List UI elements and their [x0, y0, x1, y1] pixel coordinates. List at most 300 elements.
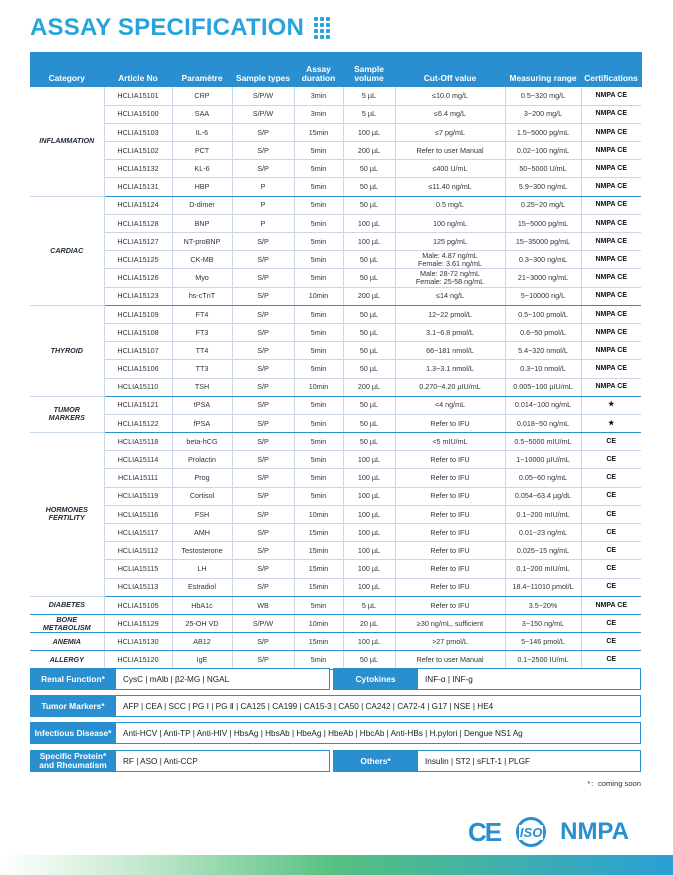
assay-spec-table [30, 52, 642, 670]
certification-cell: CE [581, 560, 641, 578]
table-cell: NT-proBNP [172, 233, 232, 251]
table-cell: 3~150 ng/mL [505, 614, 581, 632]
table-row [30, 342, 641, 360]
table-cell: 200 µL [343, 378, 395, 396]
table-cell: TT3 [172, 360, 232, 378]
table-cell: ≤6.4 mg/L [395, 105, 505, 123]
table-cell: 0.5 mg/L [395, 196, 505, 214]
table-row [30, 433, 641, 451]
table-row [30, 196, 641, 214]
certification-cell: CE [581, 578, 641, 596]
table-cell: ≥30 ng/mL, sufficient [395, 614, 505, 632]
table-cell: S/P [232, 578, 294, 596]
table-cell: HBP [172, 178, 232, 196]
column-header: Assay duration [294, 52, 343, 87]
table-cell: 15min [294, 560, 343, 578]
table-cell: HCLIA15102 [104, 142, 172, 160]
panel-value: AFP | CEA | SCC | PG Ⅰ | PG Ⅱ | CA125 | CA199 | CA15-3 | CA50 | CA242 | CA72-4 | G17 | NSE | HE4 [116, 695, 641, 717]
table-cell: Male: 28-72 ng/mL Female: 25-58 ng/mL [395, 269, 505, 287]
table-row [30, 633, 641, 651]
table-cell: CRP [172, 87, 232, 105]
table-cell: Prog [172, 469, 232, 487]
table-cell: Estradiol [172, 578, 232, 596]
table-cell: ≤10.0 mg/L [395, 87, 505, 105]
table-cell: HCLIA15121 [104, 396, 172, 414]
certification-cell: NMPA CE [581, 178, 641, 196]
table-cell: FT4 [172, 305, 232, 323]
table-cell: Refer to IFU [395, 487, 505, 505]
table-cell: S/P [232, 469, 294, 487]
table-row [30, 378, 641, 396]
table-cell: 3min [294, 87, 343, 105]
table-cell: HCLIA15114 [104, 451, 172, 469]
table-cell: Male: 4.87 ng/mL Female: 3.61 ng/mL [395, 251, 505, 269]
table-cell: Refer to IFU [395, 524, 505, 542]
table-cell: 0.1~200 mIU/mL [505, 505, 581, 523]
table-cell: S/P [232, 160, 294, 178]
iso-logo [512, 817, 550, 847]
table-cell: 1.3~3.1 nmol/L [395, 360, 505, 378]
certification-cell: NMPA CE [581, 196, 641, 214]
table-cell: 5min [294, 305, 343, 323]
panel-renal-function [30, 668, 330, 690]
table-cell: 10min [294, 614, 343, 632]
table-cell: FT3 [172, 323, 232, 341]
table-cell: 15min [294, 542, 343, 560]
table-cell: 0.005~100 µIU/mL [505, 378, 581, 396]
table-cell: S/P/W [232, 614, 294, 632]
table-cell: 3~200 mg/L [505, 105, 581, 123]
table-cell: Refer to IFU [395, 596, 505, 614]
table-cell: 5min [294, 414, 343, 432]
table-cell: 10min [294, 505, 343, 523]
table-cell: 50 µL [343, 196, 395, 214]
table-cell: HCLIA15116 [104, 505, 172, 523]
table-cell: S/P [232, 305, 294, 323]
table-cell: 5min [294, 323, 343, 341]
table-cell: 100 µL [343, 633, 395, 651]
table-cell: S/P [232, 524, 294, 542]
certification-cell: NMPA CE [581, 233, 641, 251]
table-row [30, 578, 641, 596]
table-header [30, 52, 641, 87]
table-cell: S/P [232, 142, 294, 160]
table-cell: 100 µL [343, 233, 395, 251]
table-cell: 3min [294, 105, 343, 123]
table-cell: 66~181 nmol/L [395, 342, 505, 360]
table-cell: 100 ng/mL [395, 214, 505, 232]
panel-value: Anti-HCV | Anti-TP | Anti-HIV | HbsAg | HbsAb | HbeAg | HbeAb | HbcAb | Anti-HBs | H.pylori | Dengue NS1 Ag [116, 722, 641, 744]
certification-cell: CE [581, 505, 641, 523]
table-cell: HbA1c [172, 596, 232, 614]
table-cell: 125 pg/mL [395, 233, 505, 251]
table-cell: 5min [294, 651, 343, 669]
table-cell: IgE [172, 651, 232, 669]
certification-cell: CE [581, 633, 641, 651]
table-cell: 100 µL [343, 214, 395, 232]
table-cell: ≤7 pg/mL [395, 123, 505, 141]
table-cell: HCLIA15125 [104, 251, 172, 269]
table-row [30, 614, 641, 632]
table-row [30, 251, 641, 269]
table-cell: S/P [232, 287, 294, 305]
table-cell: TT4 [172, 342, 232, 360]
table-cell: 5min [294, 251, 343, 269]
table-cell: ≤400 U/mL [395, 160, 505, 178]
table-cell: 0.1~200 mIU/mL [505, 560, 581, 578]
table-cell: HCLIA15106 [104, 360, 172, 378]
panel-label: Tumor Markers* [30, 695, 116, 717]
panel-tumor-markers [30, 695, 641, 717]
table-cell: 5min [294, 178, 343, 196]
table-cell: HCLIA15101 [104, 87, 172, 105]
certification-cell: NMPA CE [581, 214, 641, 232]
table-row [30, 269, 641, 287]
table-cell: 0.6~50 pmol/L [505, 323, 581, 341]
table-cell: HCLIA15128 [104, 214, 172, 232]
certification-cell: NMPA CE [581, 123, 641, 141]
table-cell: 5min [294, 469, 343, 487]
certification-cell: CE [581, 524, 641, 542]
certification-cell: NMPA CE [581, 87, 641, 105]
certification-cell: NMPA CE [581, 305, 641, 323]
table-cell: HCLIA15132 [104, 160, 172, 178]
category-cell: TUMOR MARKERS [30, 396, 104, 432]
table-cell: 5min [294, 487, 343, 505]
table-cell: S/P [232, 433, 294, 451]
table-row [30, 287, 641, 305]
table-cell: 50 µL [343, 342, 395, 360]
table-cell: HCLIA15109 [104, 305, 172, 323]
table-cell: 15min [294, 633, 343, 651]
table-cell: S/P [232, 251, 294, 269]
table-cell: 50 µL [343, 178, 395, 196]
table-cell: 0.014~100 ng/mL [505, 396, 581, 414]
table-cell: HCLIA15124 [104, 196, 172, 214]
table-row [30, 469, 641, 487]
table-row [30, 87, 641, 105]
table-cell: 5 µL [343, 87, 395, 105]
table-cell: 50 µL [343, 251, 395, 269]
table-cell: AB12 [172, 633, 232, 651]
ce-logo: CE [467, 816, 501, 847]
table-row [30, 524, 641, 542]
table-cell: Testosterone [172, 542, 232, 560]
table-cell: ≤11.40 ng/mL [395, 178, 505, 196]
table-row [30, 542, 641, 560]
table-cell: HCLIA15123 [104, 287, 172, 305]
table-cell: FSH [172, 505, 232, 523]
table-row [30, 160, 641, 178]
table-cell: 10min [294, 378, 343, 396]
table-cell: 0.270~4.20 µIU/mL [395, 378, 505, 396]
table-cell: 5.4~320 nmol/L [505, 342, 581, 360]
certification-cell: CE [581, 469, 641, 487]
table-cell: S/P [232, 633, 294, 651]
table-cell: 5min [294, 596, 343, 614]
table-cell: 5min [294, 142, 343, 160]
category-cell: CARDIAC [30, 196, 104, 305]
column-header: Paramètre [172, 52, 232, 87]
panel-infectious-disease [30, 722, 641, 744]
table-cell: Refer to IFU [395, 560, 505, 578]
table-cell: S/P [232, 542, 294, 560]
certification-cell: NMPA CE [581, 323, 641, 341]
table-cell: 25-OH VD [172, 614, 232, 632]
table-cell: S/P [232, 123, 294, 141]
column-header: Sample types [232, 52, 294, 87]
table-cell: S/P/W [232, 87, 294, 105]
category-cell: THYROID [30, 305, 104, 396]
table-cell: HCLIA15120 [104, 651, 172, 669]
table-cell: HCLIA15113 [104, 578, 172, 596]
table-cell: 5min [294, 196, 343, 214]
table-cell: 50 µL [343, 323, 395, 341]
table-cell: 15~5000 pg/mL [505, 214, 581, 232]
table-cell: 0.02~100 ng/mL [505, 142, 581, 160]
certification-cell: NMPA CE [581, 142, 641, 160]
table-cell: 0.018~50 ng/mL [505, 414, 581, 432]
table-cell: CK-MB [172, 251, 232, 269]
table-cell: >27 pmol/L [395, 633, 505, 651]
table-cell: HCLIA15105 [104, 596, 172, 614]
table-cell: HCLIA15131 [104, 178, 172, 196]
table-cell: HCLIA15107 [104, 342, 172, 360]
table-cell: HCLIA15117 [104, 524, 172, 542]
table-cell: AMH [172, 524, 232, 542]
category-cell: ANEMIA [30, 633, 104, 651]
certification-cell: CE [581, 542, 641, 560]
table-cell: IL-6 [172, 123, 232, 141]
certification-cell: NMPA CE [581, 342, 641, 360]
panel-label: Specific Protein* and Rheumatism [30, 750, 116, 772]
table-cell: fPSA [172, 414, 232, 432]
table-row [30, 451, 641, 469]
table-cell: Myo [172, 269, 232, 287]
certification-cell: CE [581, 451, 641, 469]
table-cell: P [232, 214, 294, 232]
table-cell: HCLIA15119 [104, 487, 172, 505]
table-cell: 0.5~320 mg/L [505, 87, 581, 105]
panel-label: Others* [333, 750, 418, 772]
page-title: ASSAY SPECIFICATION [30, 14, 305, 41]
table-cell: 5min [294, 433, 343, 451]
table-cell: 5min [294, 360, 343, 378]
table-cell: S/P [232, 323, 294, 341]
table-cell: S/P [232, 360, 294, 378]
certification-cell: NMPA CE [581, 378, 641, 396]
table-cell: S/P [232, 505, 294, 523]
table-cell: hs-cTnT [172, 287, 232, 305]
table-cell: 5min [294, 451, 343, 469]
table-cell: Refer to IFU [395, 451, 505, 469]
panel-cytokines [333, 668, 641, 690]
table-row [30, 505, 641, 523]
table-cell: 15min [294, 524, 343, 542]
panel-value: RF | ASO | Anti-CCP [116, 750, 330, 772]
table-cell: 3.5~20% [505, 596, 581, 614]
table-cell: HCLIA15127 [104, 233, 172, 251]
table-cell: 5min [294, 233, 343, 251]
table-cell: 5min [294, 342, 343, 360]
table-cell: 5.9~300 ng/mL [505, 178, 581, 196]
table-cell: 100 µL [343, 578, 395, 596]
table-cell: 5~146 pmol/L [505, 633, 581, 651]
table-cell: 12~22 pmol/L [395, 305, 505, 323]
certification-cell: NMPA CE [581, 596, 641, 614]
table-cell: 5 µL [343, 105, 395, 123]
table-cell: 1.5~5000 pg/mL [505, 123, 581, 141]
table-cell: 100 µL [343, 123, 395, 141]
table-cell: LH [172, 560, 232, 578]
dots-grid-icon [314, 17, 332, 39]
certification-cell: NMPA CE [581, 160, 641, 178]
table-row [30, 596, 641, 614]
table-cell: 20 µL [343, 614, 395, 632]
table-cell: 5min [294, 396, 343, 414]
table-cell: P [232, 196, 294, 214]
certification-cell: NMPA CE [581, 269, 641, 287]
category-cell: HORMONES FERTILITY [30, 433, 104, 597]
table-cell: 15min [294, 123, 343, 141]
table-cell: 5min [294, 160, 343, 178]
table-cell: Refer to user Manual [395, 651, 505, 669]
table-row [30, 651, 641, 669]
table-cell: 0.5~100 pmol/L [505, 305, 581, 323]
table-cell: HCLIA15108 [104, 323, 172, 341]
certification-cell: ★ [581, 396, 641, 414]
table-cell: 50 µL [343, 433, 395, 451]
nmpa-logo: NMPA [560, 818, 629, 845]
table-cell: TSH [172, 378, 232, 396]
table-cell: 18.4~11010 pmol/L [505, 578, 581, 596]
table-cell: BNP [172, 214, 232, 232]
table-cell: SAA [172, 105, 232, 123]
table-body [30, 87, 641, 669]
table-cell: 5min [294, 269, 343, 287]
table-cell: HCLIA15111 [104, 469, 172, 487]
table-row [30, 487, 641, 505]
table-row [30, 323, 641, 341]
table-cell: 100 µL [343, 542, 395, 560]
table-cell: P [232, 178, 294, 196]
category-cell: ALLERGY [30, 651, 104, 669]
table-cell: 0.05~60 ng/mL [505, 469, 581, 487]
table-cell: 50 µL [343, 305, 395, 323]
table-row [30, 233, 641, 251]
table-cell: 200 µL [343, 287, 395, 305]
panel-others [333, 750, 641, 772]
panel-value: Insulin | ST2 | sFLT-1 | PLGF [418, 750, 641, 772]
table-row [30, 178, 641, 196]
table-cell: 5 µL [343, 596, 395, 614]
panel-specific-protein [30, 750, 330, 772]
table-cell: 5~10000 ng/L [505, 287, 581, 305]
table-cell: tPSA [172, 396, 232, 414]
column-header: Category [30, 52, 104, 87]
table-cell: ≤14 ng/L [395, 287, 505, 305]
table-cell: <4 ng/mL [395, 396, 505, 414]
table-cell: S/P/W [232, 105, 294, 123]
table-row [30, 560, 641, 578]
table-cell: S/P [232, 269, 294, 287]
table-cell: 100 µL [343, 451, 395, 469]
column-header: Cut-Off value [395, 52, 505, 87]
table-cell: D-dimer [172, 196, 232, 214]
table-cell: S/P [232, 451, 294, 469]
table-row [30, 305, 641, 323]
table-cell: 21~3000 ng/mL [505, 269, 581, 287]
table-cell: 15~35000 pg/mL [505, 233, 581, 251]
table-cell: HCLIA15100 [104, 105, 172, 123]
table-cell: 50 µL [343, 651, 395, 669]
table-cell: S/P [232, 414, 294, 432]
table-row [30, 105, 641, 123]
table-cell: HCLIA15103 [104, 123, 172, 141]
panel-value: INF-α | INF-g [418, 668, 641, 690]
table-cell: 100 µL [343, 560, 395, 578]
table-cell: 10min [294, 287, 343, 305]
table-cell: 0.01~23 ng/mL [505, 524, 581, 542]
table-cell: <5 mIU/mL [395, 433, 505, 451]
table-cell: 5min [294, 214, 343, 232]
table-cell: 100 µL [343, 505, 395, 523]
certification-cell: CE [581, 614, 641, 632]
table-cell: HCLIA15130 [104, 633, 172, 651]
table-cell: HCLIA15129 [104, 614, 172, 632]
table-cell: 100 µL [343, 524, 395, 542]
table-cell: Refer to IFU [395, 414, 505, 432]
table-cell: S/P [232, 651, 294, 669]
table-cell: 50 µL [343, 414, 395, 432]
column-header: Certifications [581, 52, 641, 87]
table-cell: HCLIA15126 [104, 269, 172, 287]
column-header: Sample volume [343, 52, 395, 87]
table-cell: PCT [172, 142, 232, 160]
table-cell: WB [232, 596, 294, 614]
table-cell: HCLIA15115 [104, 560, 172, 578]
table-cell: 0.1~2500 IU/mL [505, 651, 581, 669]
table-cell: 0.054~63.4 µg/dL [505, 487, 581, 505]
table-cell: Refer to user Manual [395, 142, 505, 160]
panel-label: Cytokines [333, 668, 418, 690]
certification-cell: CE [581, 433, 641, 451]
coming-soon-note: *：coming soon [587, 779, 641, 788]
header [30, 13, 332, 43]
table-cell: 200 µL [343, 142, 395, 160]
certification-cell: ★ [581, 414, 641, 432]
table-cell: Refer to IFU [395, 505, 505, 523]
table-cell: beta-hCG [172, 433, 232, 451]
table-cell: HCLIA15112 [104, 542, 172, 560]
table-cell: 50 µL [343, 269, 395, 287]
table-row [30, 396, 641, 414]
table-row [30, 360, 641, 378]
table-cell: 100 µL [343, 469, 395, 487]
table-cell: S/P [232, 342, 294, 360]
table-cell: Refer to IFU [395, 469, 505, 487]
table-cell: S/P [232, 560, 294, 578]
category-cell: BONE METABOLISM [30, 614, 104, 632]
table-cell: 0.3~10 nmol/L [505, 360, 581, 378]
table-cell: 50~5000 U/mL [505, 160, 581, 178]
table-cell: 0.025~15 ng/mL [505, 542, 581, 560]
panel-label: Infectious Disease* [30, 722, 116, 744]
table-cell: 100 µL [343, 487, 395, 505]
table-cell: 3.1~6.8 pmol/L [395, 323, 505, 341]
table-cell: HCLIA15110 [104, 378, 172, 396]
footer-gradient-bar [0, 855, 673, 875]
